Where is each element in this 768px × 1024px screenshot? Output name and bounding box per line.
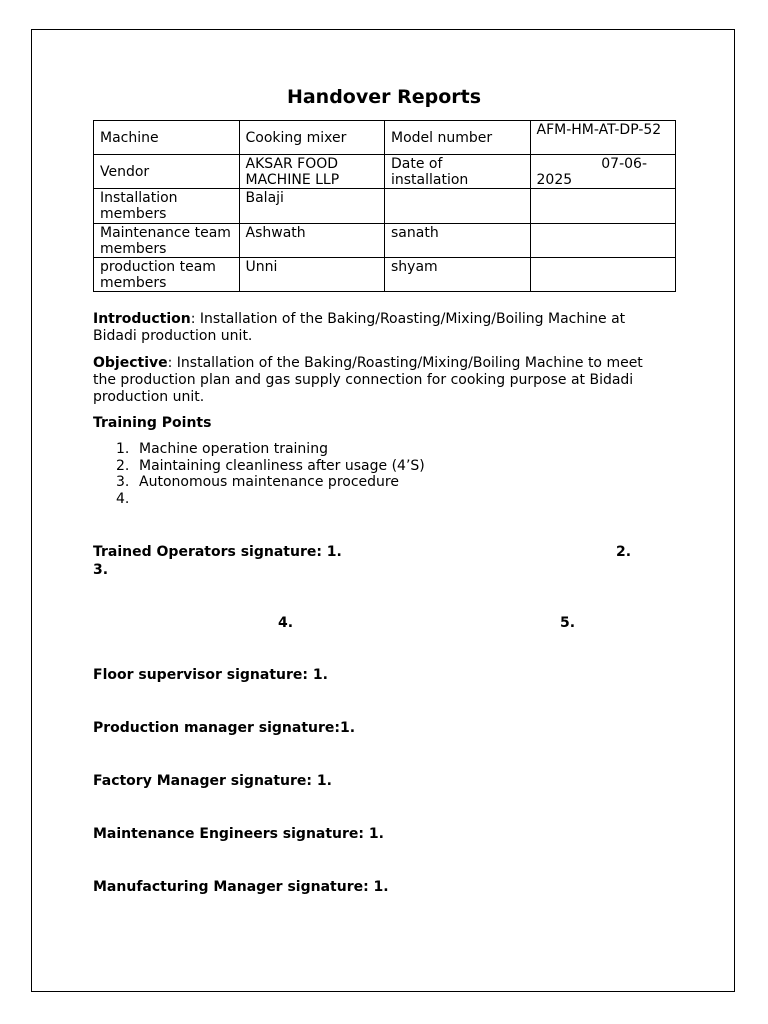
table-cell: AFM-HM-AT-DP-52 xyxy=(530,121,676,155)
table-cell xyxy=(530,258,676,292)
list-number: 3. xyxy=(116,474,130,491)
trained-operators-signature: Trained Operators signature: 1. xyxy=(93,544,342,560)
table-cell: Ashwath xyxy=(239,224,385,258)
floor-supervisor-signature: Floor supervisor signature: 1. xyxy=(93,667,328,683)
table-cell: Installation members xyxy=(94,189,240,224)
page-title: Handover Reports xyxy=(286,86,482,108)
list-item xyxy=(93,441,425,458)
operator-signature-4: 4. xyxy=(278,615,294,631)
operator-signature-5: 5. xyxy=(560,615,576,631)
introduction-paragraph xyxy=(93,311,663,345)
table-cell: Model number xyxy=(385,121,531,155)
table-cell: Cooking mixer xyxy=(239,121,385,155)
table-cell: Vendor xyxy=(94,155,240,189)
list-text: Autonomous maintenance procedure xyxy=(139,474,399,491)
table-cell xyxy=(385,189,531,224)
maintenance-engineers-signature: Maintenance Engineers signature: 1. xyxy=(93,826,384,842)
list-text: Maintaining cleanliness after usage (4’S) xyxy=(139,457,425,474)
training-points-heading: Training Points xyxy=(93,415,212,431)
production-manager-signature: Production manager signature:1. xyxy=(93,720,356,736)
date-text: 07-06- xyxy=(601,156,647,172)
date-text: 2025 xyxy=(536,172,573,188)
table-cell: Maintenance team members xyxy=(94,224,240,258)
table-row xyxy=(94,121,676,155)
table-cell: Machine xyxy=(94,121,240,155)
list-item xyxy=(93,474,425,491)
objective-text: : Installation of the Baking/Roasting/Mixing/Boiling Machine to meet the production plan and gas supply connection for cooking purpose at Bidadi production unit. xyxy=(93,355,643,405)
table-row xyxy=(94,155,676,189)
table-cell: shyam xyxy=(385,258,531,292)
table-cell: Balaji xyxy=(239,189,385,224)
introduction-label: Introduction xyxy=(93,311,191,327)
table-cell: production team members xyxy=(94,258,240,292)
training-points-list xyxy=(93,441,425,508)
table-row xyxy=(94,224,676,258)
table-cell xyxy=(530,224,676,258)
manufacturing-manager-signature: Manufacturing Manager signature: 1. xyxy=(93,879,389,895)
list-text: Machine operation training xyxy=(139,441,328,457)
list-item xyxy=(93,458,425,475)
objective-paragraph xyxy=(93,355,663,406)
table-cell: AKSAR FOOD MACHINE LLP xyxy=(239,155,385,189)
table-row xyxy=(94,258,676,292)
table-row xyxy=(94,189,676,224)
date-of-installation-cell xyxy=(530,155,676,189)
introduction-text: : Installation of the Baking/Roasting/Mixing/Boiling Machine at Bidadi production unit. xyxy=(93,311,626,344)
factory-manager-signature: Factory Manager signature: 1. xyxy=(93,773,332,789)
table-cell: Date of installation xyxy=(385,155,531,189)
list-number: 1. xyxy=(116,441,130,457)
list-number: 4. xyxy=(116,491,130,508)
list-item xyxy=(93,491,425,508)
handover-info-table xyxy=(93,120,676,292)
table-cell: sanath xyxy=(385,224,531,258)
list-number: 2. xyxy=(116,457,130,474)
objective-label: Objective xyxy=(93,355,168,371)
operator-signature-2: 2. xyxy=(616,544,632,560)
table-cell: Unni xyxy=(239,258,385,292)
table-cell xyxy=(530,189,676,224)
operator-signature-3: 3. xyxy=(93,562,109,578)
